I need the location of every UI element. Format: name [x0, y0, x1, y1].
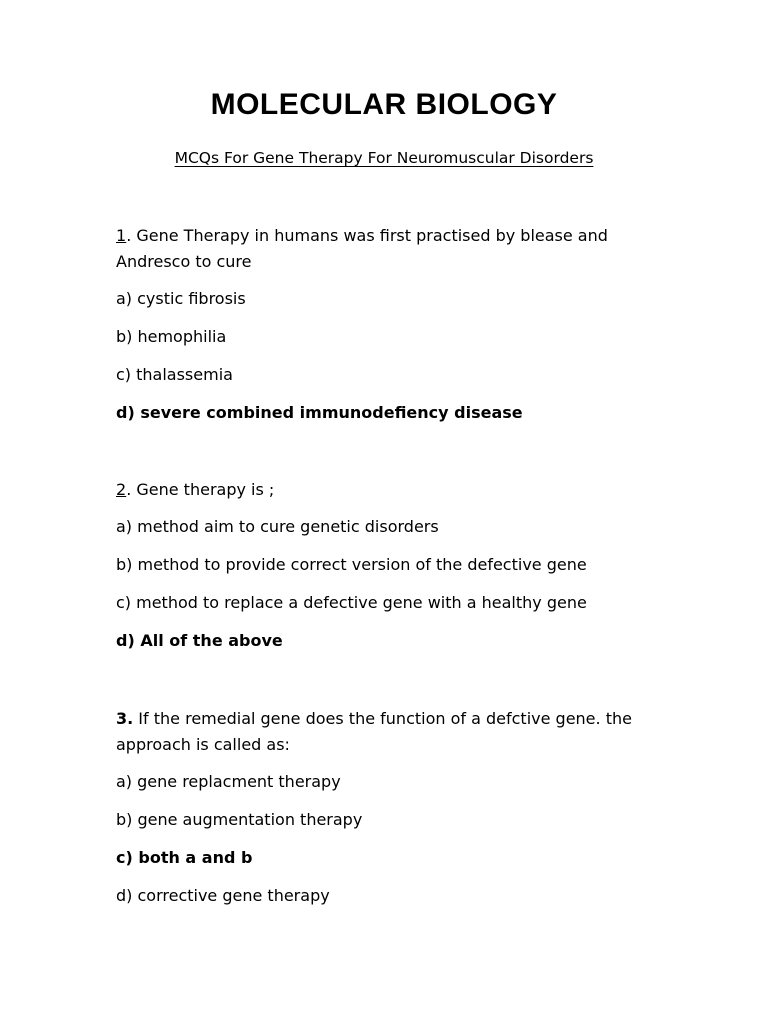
- option-b: b) method to provide correct version of the defective gene: [116, 555, 587, 574]
- question-text: If the remedial gene does the function of a defctive gene. the approach is called as:: [116, 709, 632, 754]
- option-a: a) cystic fibrosis: [116, 289, 246, 308]
- option-a: a) gene replacment therapy: [116, 772, 341, 791]
- option-d: d) corrective gene therapy: [116, 886, 330, 905]
- option-b: b) gene augmentation therapy: [116, 810, 363, 829]
- question-2: [116, 477, 656, 503]
- question-text: Gene therapy is ;: [131, 480, 275, 499]
- question-text: Gene Therapy in humans was first practised by blease and Andresco to cure: [116, 226, 608, 271]
- page-subtitle: MCQs For Gene Therapy For Neuromuscular Disorders: [174, 149, 594, 167]
- question-number-separator: .: [126, 480, 132, 499]
- page-title: MOLECULAR BIOLOGY: [210, 88, 558, 121]
- option-d-correct-answer: d) severe combined immunodefiency disease: [116, 403, 523, 422]
- question-3: [116, 706, 656, 758]
- option-a: a) method aim to cure genetic disorders: [116, 517, 439, 536]
- question-number-separator: .: [126, 226, 132, 245]
- question-number: 2: [116, 480, 127, 499]
- question-number: 1: [116, 226, 127, 245]
- option-d-correct-answer: d) All of the above: [116, 631, 283, 650]
- option-c: c) thalassemia: [116, 365, 233, 384]
- question-1: [116, 223, 656, 275]
- option-c-correct-answer: c) both a and b: [116, 848, 253, 867]
- option-c: c) method to replace a defective gene with a healthy gene: [116, 593, 587, 612]
- option-b: b) hemophilia: [116, 327, 227, 346]
- question-number: 3.: [116, 709, 134, 728]
